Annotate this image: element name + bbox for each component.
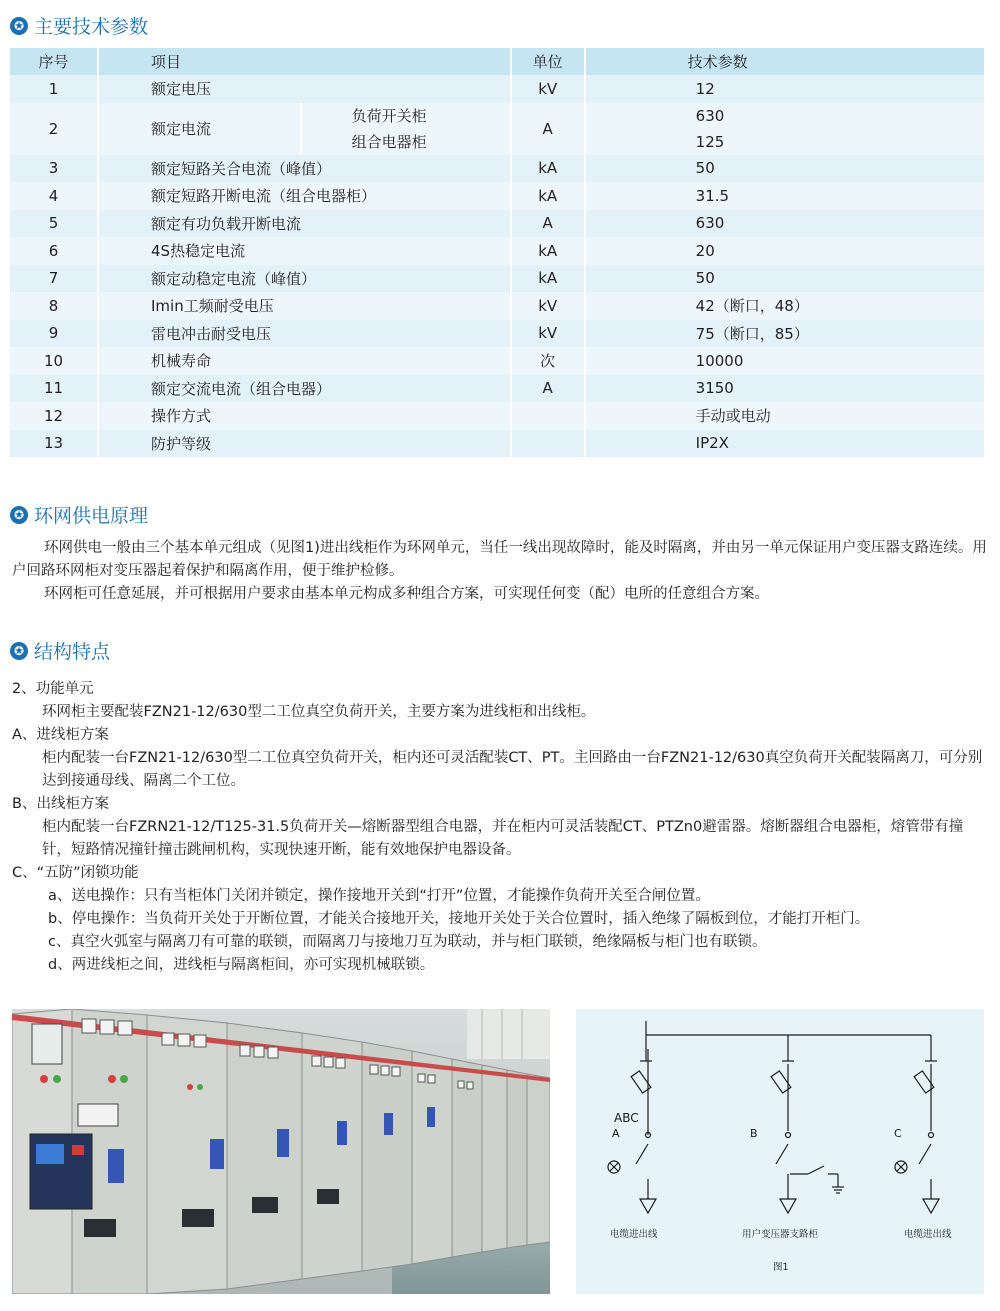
table-header-row (10, 48, 985, 75)
params-title-text: 主要技术参数 (34, 16, 149, 38)
table-row (10, 402, 985, 430)
row-no: 9 (10, 320, 98, 348)
row-no: 8 (10, 292, 98, 320)
row-item: 额定电压 (98, 75, 511, 103)
unit-title: 2、功能单元 (12, 681, 94, 697)
caption-right: 电缆进出线 (904, 1229, 952, 1240)
row-value: 50 (585, 155, 985, 183)
table-row (10, 75, 985, 103)
row-unit: 次 (511, 347, 585, 375)
header-item: 项目 (98, 48, 511, 75)
row-no: 11 (10, 375, 98, 403)
interlock-title: C、“五防”闭锁功能 (12, 865, 139, 881)
row-unit: kA (511, 237, 585, 265)
row-unit: kA (511, 182, 585, 210)
star-icon: ✪ (10, 642, 28, 660)
row-no: 12 (10, 402, 98, 430)
row-item: 机械寿命 (98, 347, 511, 375)
row-value: 630 (695, 106, 725, 125)
row-unit: A (511, 210, 585, 238)
row-value: 3150 (585, 375, 985, 403)
table-row (10, 210, 985, 238)
features-title-text: 结构特点 (34, 641, 111, 663)
row-unit: kA (511, 155, 585, 183)
row-values (585, 103, 985, 155)
scheme-b-text: 柜内配装一台FZRN21-12/T125-31.5负荷开关—熔断器型组合电器，并在柜内可灵活装配CT、PTZn0避雷器。熔断器组合电器柜，熔管带有撞针，短路情况撞针撞击跳闸机构，实现快速开断，能有效地保护电器设备。 (42, 819, 964, 858)
row-no: 4 (10, 182, 98, 210)
row-value: 12 (585, 75, 985, 103)
row-item: 额定短路关合电流（峰值） (98, 155, 511, 183)
row-no: 6 (10, 237, 98, 265)
circuit-diagram (576, 1009, 984, 1294)
row-no: 13 (10, 430, 98, 458)
row-unit (511, 430, 585, 458)
row-unit: kV (511, 75, 585, 103)
row-item: 额定短路开断电流（组合电器柜） (98, 182, 511, 210)
row-value: 42（断口，48） (585, 292, 985, 320)
interlock-item: b、停电操作：当负荷开关处于开断位置，才能关合接地开关，接地开关处于关合位置时，插入绝缘了隔板到位，才能打开柜门。 (48, 911, 870, 927)
row-item: Imin工频耐受电压 (98, 292, 511, 320)
row-item: 操作方式 (98, 402, 511, 430)
row-item: 4S热稳定电流 (98, 237, 511, 265)
row-unit (511, 402, 585, 430)
row-item: 额定交流电流（组合电器） (98, 375, 511, 403)
row-value: IP2X (585, 430, 985, 458)
row-value: 125 (695, 132, 725, 151)
abc-label: ABC (614, 1111, 639, 1125)
features-body (12, 678, 988, 977)
principle-title-text: 环网供电原理 (34, 505, 149, 527)
scheme-b-title: B、出线柜方案 (12, 796, 109, 812)
row-no: 1 (10, 75, 98, 103)
table-row (10, 292, 985, 320)
unit-text: 环网柜主要配装FZN21-12/630型二工位真空负荷开关，主要方案为进线柜和出线柜。 (42, 704, 596, 720)
spec-table (10, 48, 986, 457)
row-unit: kV (511, 320, 585, 348)
row-value: 31.5 (585, 182, 985, 210)
params-section-title (10, 12, 148, 39)
scheme-a-title: A、进线柜方案 (12, 727, 109, 743)
caption-middle: 用户变压器支路柜 (742, 1229, 819, 1240)
table-row (10, 103, 985, 155)
row-value: 10000 (585, 347, 985, 375)
principle-paragraph: 环网柜可任意延展，并可根据用户要求由基本单元构成多种组合方案，可实现任何变（配）电所的任意组合方案。 (44, 586, 769, 602)
principle-section-title (10, 501, 148, 528)
row-item: 额定动稳定电流（峰值） (98, 265, 511, 293)
table-row (10, 237, 985, 265)
table-row (10, 375, 985, 403)
row-value: 20 (585, 237, 985, 265)
row-no: 2 (10, 103, 98, 155)
table-row (10, 155, 985, 183)
row-no: 7 (10, 265, 98, 293)
row-unit: A (511, 103, 585, 155)
row-no: 10 (10, 347, 98, 375)
row-item: 防护等级 (98, 430, 511, 458)
row-unit: kA (511, 265, 585, 293)
row-subitem: 组合电器柜 (351, 132, 427, 151)
star-icon: ✪ (10, 506, 28, 524)
figure-label: 图1 (773, 1262, 789, 1273)
phase-c-label: C (894, 1127, 902, 1140)
table-row (10, 320, 985, 348)
principle-body (12, 537, 988, 606)
caption-left: 电缆进出线 (610, 1229, 658, 1240)
phase-b-label: B (750, 1127, 758, 1140)
row-value: 75（断口，85） (585, 320, 985, 348)
interlock-item: a、送电操作：只有当柜体门关闭并锁定，操作接地开关到“打开”位置，才能操作负荷开关至合闸位置。 (48, 888, 710, 904)
interlock-item: d、两进线柜之间，进线柜与隔离柜间，亦可实现机械联锁。 (48, 957, 435, 973)
features-section-title (10, 637, 110, 664)
row-item: 额定有功负载开断电流 (98, 210, 511, 238)
interlock-item: c、真空火弧室与隔离刀有可靠的联锁，而隔离刀与接地刀互为联动，并与柜门联锁，绝缘隔板与柜门也有联锁。 (48, 934, 767, 950)
row-subitems (301, 103, 511, 155)
table-row (10, 430, 985, 458)
row-item: 雷电冲击耐受电压 (98, 320, 511, 348)
phase-a-label: A (612, 1127, 620, 1140)
scheme-a-text: 柜内配装一台FZN21-12/630型二工位真空负荷开关，柜内还可灵活配装CT、PT。主回路由一台FZN21-12/630真空负荷开关配装隔离刀，可分别达到接通母线、隔离二个工位。 (42, 750, 983, 789)
row-value: 630 (585, 210, 985, 238)
table-row (10, 182, 985, 210)
table-row (10, 265, 985, 293)
row-value: 手动或电动 (585, 402, 985, 430)
header-no: 序号 (10, 48, 98, 75)
row-subitem: 负荷开关柜 (351, 106, 427, 125)
row-value: 50 (585, 265, 985, 293)
row-unit: A (511, 375, 585, 403)
header-value: 技术参数 (585, 48, 985, 75)
row-no: 3 (10, 155, 98, 183)
table-row (10, 347, 985, 375)
header-unit: 单位 (511, 48, 585, 75)
switchgear-photo (12, 1009, 550, 1294)
star-icon: ✪ (10, 17, 28, 35)
principle-paragraph: 环网供电一般由三个基本单元组成（见图1)进出线柜作为环网单元，当任一线出现故障时，能及时隔离，并由另一单元保证用户变压器支路连续。用户回路环网柜对变压器起着保护和隔离作用，便于维护检修。 (12, 540, 987, 579)
row-item: 额定电流 (98, 103, 301, 155)
row-unit: kV (511, 292, 585, 320)
row-no: 5 (10, 210, 98, 238)
